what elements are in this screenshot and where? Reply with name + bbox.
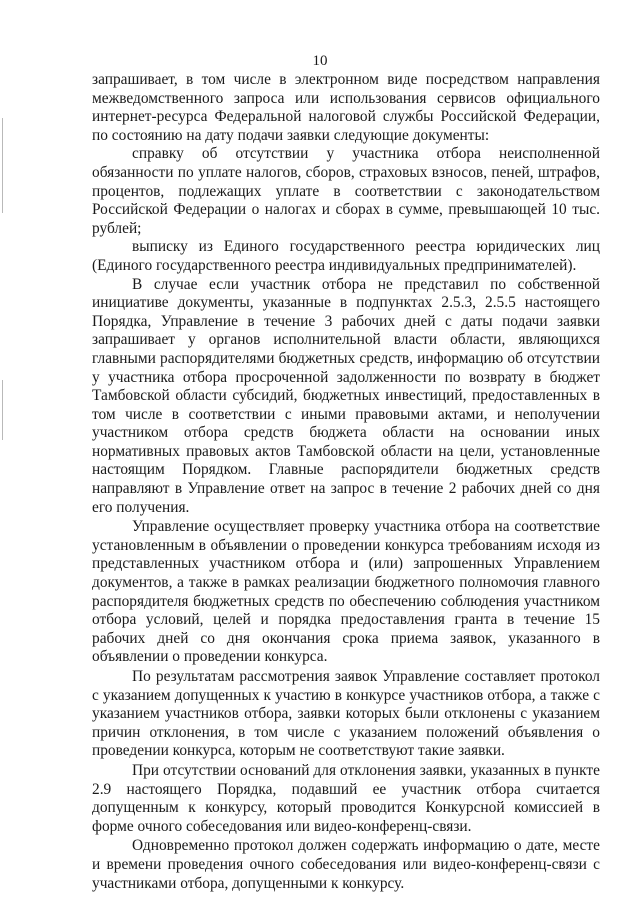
paragraph: справку об отсутствии у участника отбора неисполненной обязанности по уплате налогов, сборов, страховых взносов, пеней, штрафов, процентов, подлежащих уплате в соответствии с законодательством Российской Федерации о налогах и сборах в сумме, превышающей 10 тыс. рублей; — [92, 145, 600, 237]
paragraph: По результатам рассмотрения заявок Управление составляет протокол с указанием допущенных к участию в конкурсе участников отбора, а также с указанием участников отбора, заявки которых были отклонены с указанием причин отклонения, в том числе с указанием положений объявления о проведении конкурса, которым не соответствуют такие заявки. — [92, 668, 600, 760]
scan-margin-mark — [2, 380, 3, 440]
paragraph: Управление осуществляет проверку участника отбора на соответствие установленным в объявлении о проведении конкурса требованиям исходя из представленных участником отбора и (или) запрошенных Управлением документов, а также в рамках реализации бюджетного полномочия главного распорядителя бюджетных средств по обеспечению соблюдения участником отбора условий, целей и порядка предоставления гранта в течение 15 рабочих дней со дня окончания срока приема заявок, указанного в объявлении о проведении конкурса. — [92, 518, 600, 666]
paragraph: При отсутствии оснований для отклонения заявки, указанных в пункте 2.9 настоящего Порядка, подавший ее участник отбора считается допущенным к конкурсу, который проводится Конкурсной комиссией в форме очного собеседования или видео-конференц-связи. — [92, 761, 600, 835]
paragraph: запрашивает, в том числе в электронном виде посредством направления межведомственного запроса или использования сервисов официального интернет-ресурса Федеральной налоговой службы Российской Федерации, по состоянию на дату подачи заявки следующие документы: — [92, 71, 600, 144]
document-body — [92, 71, 600, 893]
paragraph: выписку из Единого государственного реестра юридических лиц (Единого государственного реестра индивидуальных предпринимателей). — [92, 238, 600, 274]
paragraph: В случае если участник отбора не представил по собственной инициативе документы, указанные в подпунктах 2.5.3, 2.5.5 настоящего Порядка, Управление в течение 3 рабочих дней с даты подачи заявки запрашивает у органов исполнительной власти области, являющихся главными распорядителями бюджетных средств, информацию об отсутствии у участника отбора просроченной задолженности по возврату в бюджет Тамбовской области субсидий, бюджетных инвестиций, предоставленных в том числе в соответствии с иными правовыми актами, и неполучении участником отбора средств бюджета области на основании иных нормативных правовых актов Тамбовской области на цели, установленные настоящим Порядком. Главные распорядители бюджетных средств направляют в Управление ответ на запрос в течение 2 рабочих дней со дня его получения. — [92, 275, 600, 516]
page-number: 10 — [312, 53, 328, 69]
paragraph: Одновременно протокол должен содержать информацию о дате, месте и времени проведения очного собеседования или видео-конференц-связи с участниками отбора, допущенными к конкурсу. — [92, 837, 600, 892]
scan-margin-mark — [2, 118, 3, 213]
